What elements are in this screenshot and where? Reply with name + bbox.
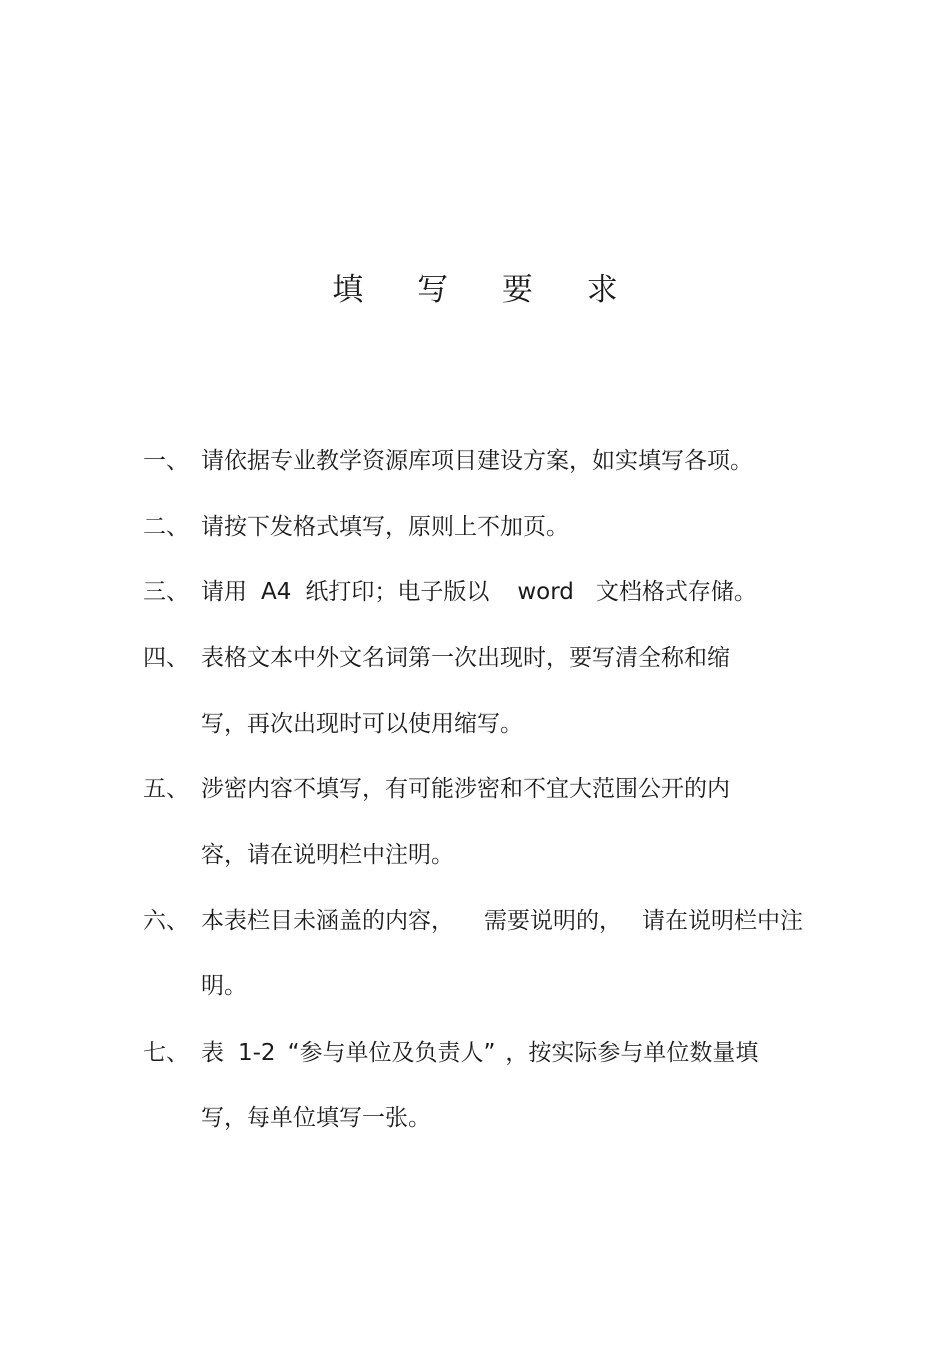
item-text: 容，请在说明栏中注明。 [201, 842, 454, 868]
item-number: 一、 [143, 448, 189, 474]
text-segment: word [517, 579, 574, 605]
item-number: 三、 [143, 579, 189, 605]
item-text: 涉密内容不填写，有可能涉密和不宜大范围公开的内 [201, 776, 730, 802]
list-item-4-continuation [0, 704, 950, 744]
list-item-2 [0, 507, 950, 547]
list-item-3 [0, 572, 950, 612]
text-segment: 需要说明的， [484, 908, 622, 934]
item-number: 二、 [143, 514, 189, 540]
text-segment: 请用 [201, 579, 247, 605]
item-text: 写，每单位填写一张。 [201, 1105, 431, 1131]
text-segment: 纸打印；电子版以 [305, 579, 490, 605]
list-item-5-continuation [0, 835, 950, 875]
item-number: 六、 [143, 908, 189, 934]
text-segment: “参与单位及负责人” [287, 1040, 496, 1066]
text-segment: A4 [261, 579, 292, 605]
item-text: 请依据专业教学资源库项目建设方案，如实填写各项。 [201, 448, 753, 474]
list-item-1 [0, 441, 950, 481]
list-item-7 [0, 1033, 950, 1073]
list-item-4 [0, 638, 950, 678]
list-item-5 [0, 769, 950, 809]
text-segment: 请在说明栏中注 [642, 908, 803, 934]
item-number: 五、 [143, 776, 189, 802]
item-text: 表格文本中外文名词第一次出现时，要写清全称和缩 [201, 645, 730, 671]
item-number: 七、 [143, 1040, 189, 1066]
text-segment: ，按实际参与单位数量填 [505, 1040, 759, 1066]
text-segment: 文档格式存储。 [595, 579, 757, 605]
item-text [201, 901, 803, 941]
text-segment: 1-2 [238, 1040, 276, 1066]
text-segment: 表 [201, 1040, 224, 1066]
item-text [201, 572, 757, 612]
item-text: 写，再次出现时可以使用缩写。 [201, 711, 523, 737]
list-item-7-continuation [0, 1098, 950, 1138]
item-text: 明。 [201, 973, 247, 999]
item-text [201, 1033, 758, 1073]
item-number: 四、 [143, 645, 189, 671]
page-title: 填 写 要 求 [332, 272, 640, 308]
item-text: 请按下发格式填写，原则上不加页。 [201, 514, 569, 540]
text-segment: 本表栏目未涵盖的内容， [201, 908, 454, 934]
list-item-6-continuation [0, 966, 950, 1006]
list-item-6 [0, 901, 950, 941]
